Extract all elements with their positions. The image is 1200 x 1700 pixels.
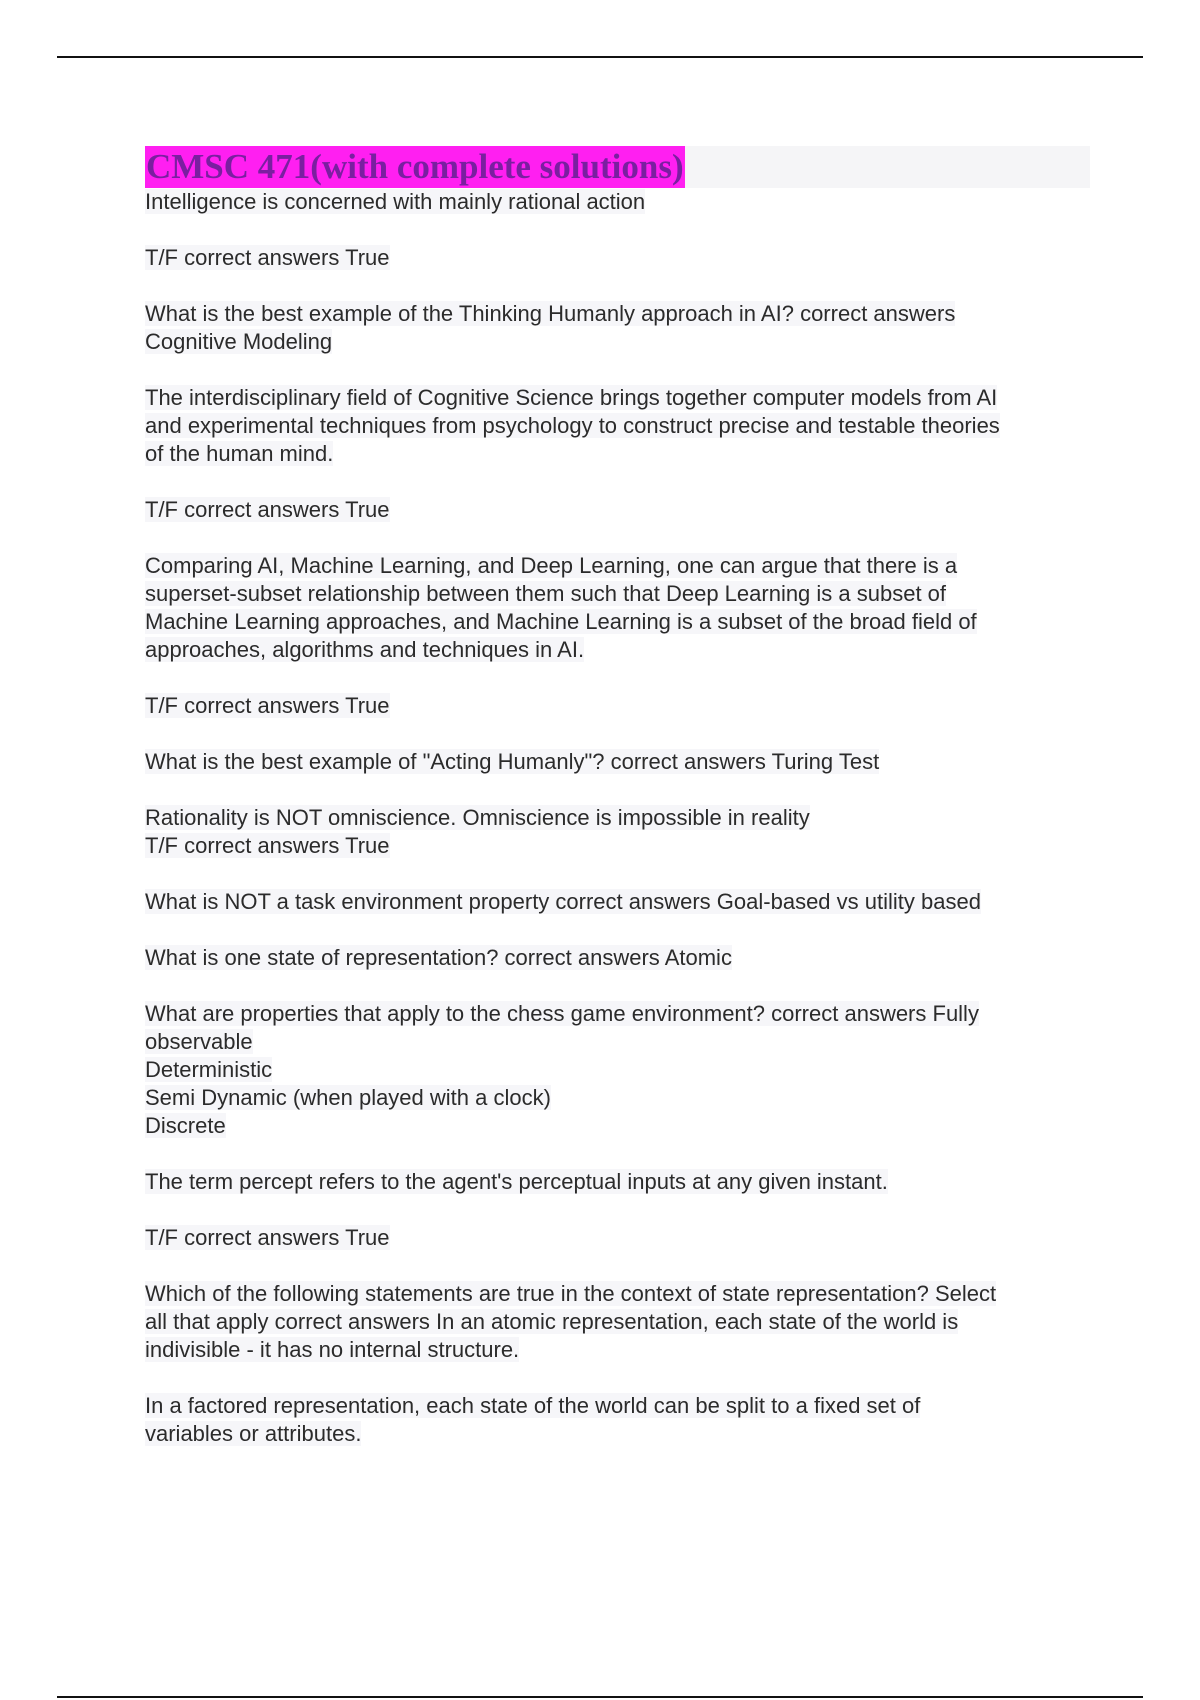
- paragraph-text: What is the best example of the Thinking Humanly approach in AI? correct answers Cognitive Modeling: [145, 301, 956, 354]
- paragraph: [145, 188, 1090, 216]
- paragraph: [145, 1168, 1090, 1196]
- footer-rule: [57, 1696, 1143, 1698]
- paragraph: [145, 1392, 1090, 1448]
- paragraph-text: The term percept refers to the agent's perceptual inputs at any given instant.: [145, 1169, 888, 1194]
- paragraph: [145, 1000, 1090, 1140]
- paragraph: [145, 244, 1090, 272]
- paragraph-text: T/F correct answers True: [145, 245, 390, 270]
- paragraph-text: T/F correct answers True: [145, 497, 390, 522]
- title-bar: [145, 146, 1090, 188]
- paragraph: [145, 692, 1090, 720]
- paragraph-text: In a factored representation, each state of the world can be split to a fixed set of variables or attributes.: [145, 1393, 921, 1446]
- paragraph-text: What is the best example of "Acting Humanly"? correct answers Turing Test: [145, 749, 880, 774]
- document-body: [145, 146, 1090, 1476]
- paragraph: [145, 300, 1090, 356]
- paragraph-text: What is one state of representation? correct answers Atomic: [145, 945, 732, 970]
- paragraph-text: Comparing AI, Machine Learning, and Deep Learning, one can argue that there is a superset-subset relationship between them such that Deep Learning is a subset of Machine Learning approaches, and Machine Learning is a subset of the broad field of approaches, algorithms and techniques in AI.: [145, 553, 977, 662]
- paragraph: [145, 888, 1090, 916]
- paragraph: [145, 552, 1090, 664]
- paragraph: [145, 748, 1090, 776]
- paragraph-text: Rationality is NOT omniscience. Omniscience is impossible in reality T/F correct answers True: [145, 805, 810, 858]
- paragraph: [145, 1224, 1090, 1252]
- paragraph-text: The interdisciplinary field of Cognitive Science brings together computer models from AI and experimental techniques from psychology to construct precise and testable theories of the human mind.: [145, 385, 1000, 466]
- paragraph: [145, 1280, 1090, 1364]
- paragraph: [145, 384, 1090, 468]
- paragraph-text: What are properties that apply to the chess game environment? correct answers Fully observable Deterministic Semi Dynamic (when played with a clock) Discrete: [145, 1001, 979, 1138]
- paragraph: [145, 944, 1090, 972]
- paragraph: [145, 804, 1090, 860]
- paragraph-text: What is NOT a task environment property correct answers Goal-based vs utility based: [145, 889, 981, 914]
- document-title: CMSC 471(with complete solutions): [146, 147, 684, 186]
- header-rule: [57, 56, 1143, 58]
- paragraph-text: T/F correct answers True: [145, 693, 390, 718]
- paragraph: [145, 496, 1090, 524]
- paragraph-text: T/F correct answers True: [145, 1225, 390, 1250]
- paragraph-text: Intelligence is concerned with mainly rational action: [145, 189, 646, 214]
- paragraph-text: Which of the following statements are true in the context of state representation? Select all that apply correct answers In an atomic representation, each state of the world is indivisible - it has no internal structure.: [145, 1281, 997, 1362]
